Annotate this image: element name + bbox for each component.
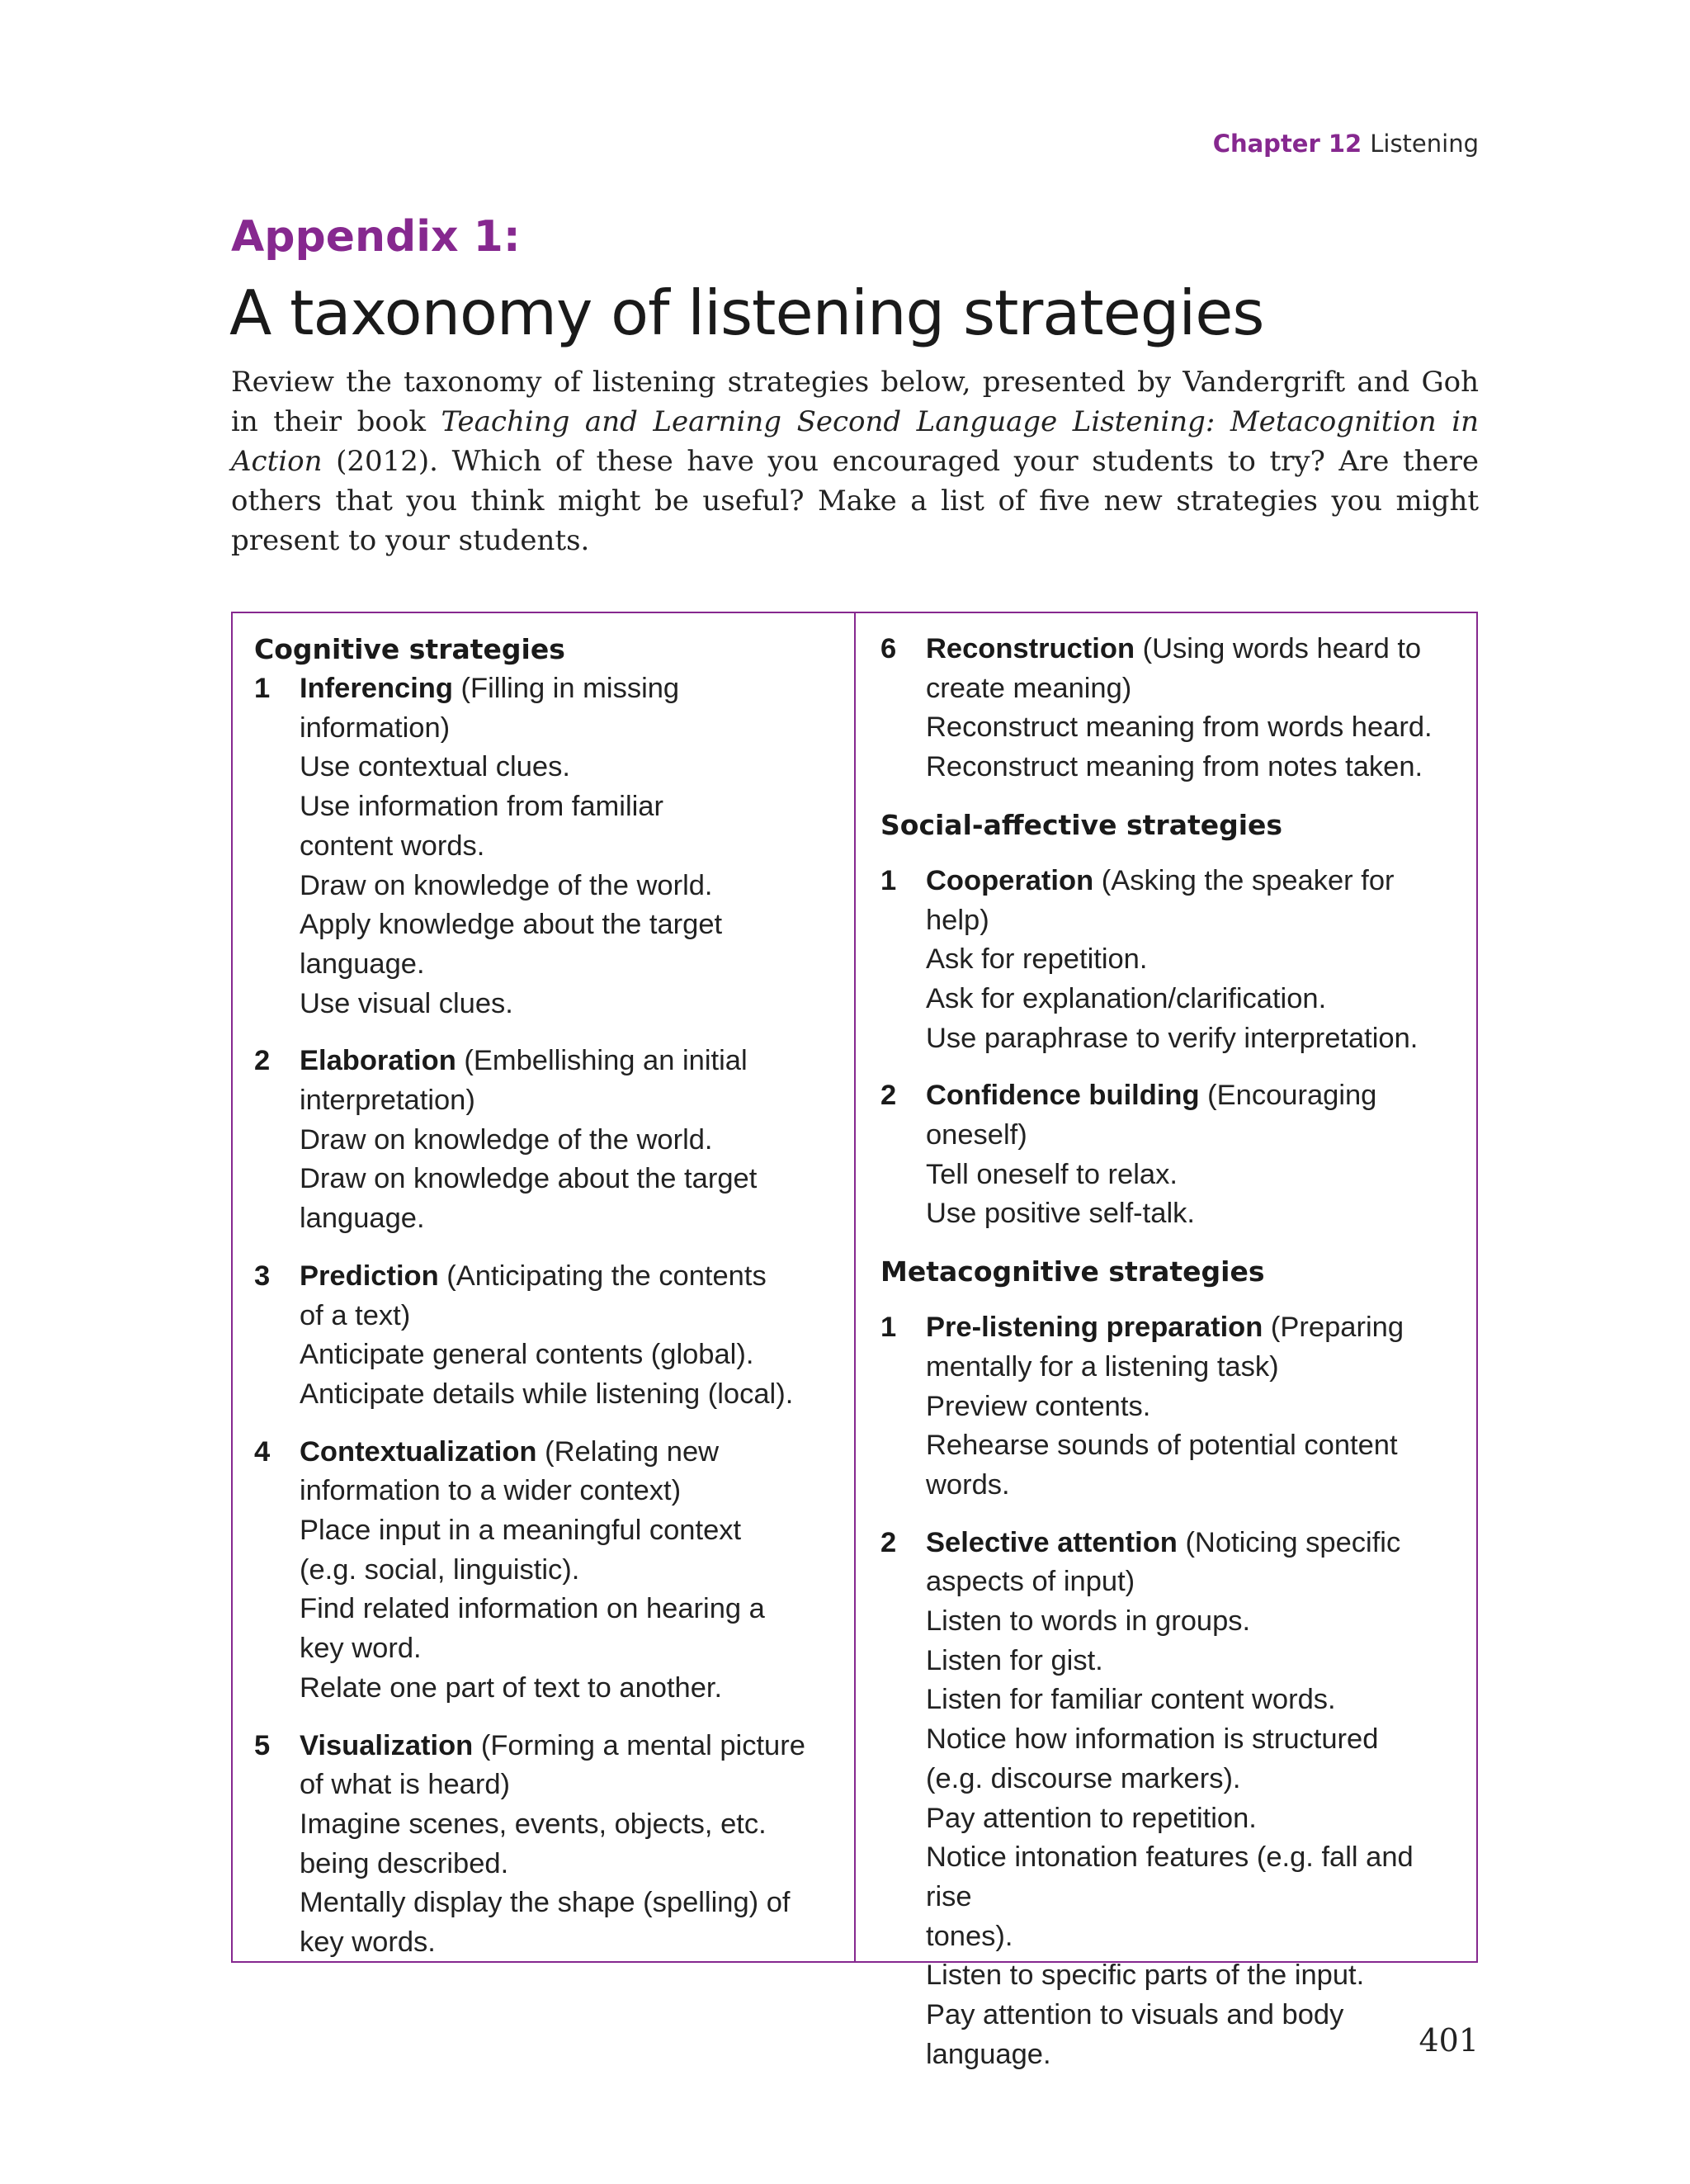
- strategy-title-line: [926, 1308, 1461, 1348]
- strategy-description: (Noticing specific: [1185, 1526, 1401, 1558]
- chapter-title: Listening: [1370, 130, 1479, 158]
- cognitive-heading: Cognitive strategies: [254, 633, 565, 665]
- strategy-detail-line: Tell oneself to relax.: [926, 1158, 1178, 1190]
- intro-text-start: Review the taxonomy of listening strategies below, presented by Vandergrift and Goh in their book: [231, 366, 1479, 438]
- strategy-item: [880, 1076, 1461, 1234]
- strategy-column-left: [233, 613, 856, 1961]
- running-head: [1213, 129, 1479, 158]
- strategy-detail-line: Pay attention to repetition.: [926, 1802, 1257, 1834]
- strategy-name: Selective attention: [926, 1526, 1178, 1558]
- strategy-description: (Anticipating the contents: [446, 1260, 767, 1292]
- strategy-title-line: [926, 630, 1461, 669]
- strategy-detail-line: tones).: [926, 1920, 1013, 1952]
- strategy-detail-line: Reconstruct meaning from words heard.: [926, 711, 1433, 744]
- strategy-description: (Encouraging: [1207, 1080, 1377, 1112]
- strategy-number: 2: [880, 1526, 897, 1558]
- strategy-detail-line: information to a wider context): [300, 1475, 682, 1507]
- strategy-detail-line: Imagine scenes, events, objects, etc.: [300, 1808, 767, 1840]
- strategy-detail-line: Relate one part of text to another.: [300, 1671, 723, 1704]
- metacognitive-heading: Metacognitive strategies: [880, 1255, 1265, 1288]
- strategy-detail-line: Preview contents.: [926, 1390, 1151, 1422]
- strategy-number: 5: [254, 1729, 271, 1761]
- strategy-detail-line: Mentally display the shape (spelling) of: [300, 1887, 791, 1919]
- strategy-number: 2: [880, 1080, 897, 1112]
- strategy-name: Confidence building: [926, 1080, 1200, 1112]
- strategy-name: Contextualization: [300, 1435, 537, 1468]
- strategy-detail-line: (e.g. social, linguistic).: [300, 1553, 580, 1586]
- strategy-detail-line: Draw on knowledge about the target: [300, 1163, 758, 1195]
- strategy-title-line: [926, 1524, 1461, 1563]
- strategy-item: [254, 1257, 838, 1415]
- strategy-number: 1: [880, 864, 897, 896]
- strategy-detail-line: language.: [300, 1203, 425, 1235]
- cognitive-list-continued: [880, 630, 1461, 787]
- strategy-description: (Filling in missing: [460, 673, 680, 704]
- strategy-detail-line: interpretation): [300, 1085, 475, 1117]
- page-number: 401: [1419, 2022, 1479, 2059]
- strategy-name: Reconstruction: [926, 633, 1135, 664]
- strategy-description: (Preparing: [1270, 1312, 1404, 1344]
- strategy-item: [880, 862, 1461, 1059]
- strategy-detail-line: Notice how information is structured: [926, 1723, 1379, 1756]
- strategy-title-line: [300, 1257, 838, 1297]
- strategy-detail-line: Listen for gist.: [926, 1644, 1103, 1676]
- strategy-detail-line: Reconstruct meaning from notes taken.: [926, 751, 1423, 783]
- strategy-title-line: [926, 1076, 1461, 1116]
- strategy-item: [880, 1524, 1461, 2075]
- strategy-detail-line: Rehearse sounds of potential content: [926, 1430, 1398, 1462]
- strategy-detail-line: Find related information on hearing a: [300, 1593, 765, 1625]
- page-title: A taxonomy of listening strategies: [229, 277, 1264, 349]
- strategy-number: 1: [880, 1312, 897, 1344]
- strategy-detail-line: Listen to words in groups.: [926, 1605, 1251, 1638]
- strategy-number: 3: [254, 1260, 271, 1292]
- strategy-detail-line: key words.: [300, 1926, 436, 1959]
- intro-text-end: (2012). Which of these have you encouraged your students to try? Are there others that you think might be useful? Make a list of five new strategies you might present to your students.: [231, 445, 1479, 557]
- strategy-detail-line: words.: [926, 1468, 1010, 1501]
- strategy-detail-line: aspects of input): [926, 1566, 1135, 1598]
- strategy-detail-line: Listen for familiar content words.: [926, 1684, 1336, 1716]
- strategy-description: (Asking the speaker for help): [926, 864, 1395, 936]
- strategy-detail-line: Anticipate general contents (global).: [300, 1339, 754, 1371]
- strategy-detail-line: content words.: [300, 830, 485, 862]
- strategy-name: Elaboration: [300, 1045, 456, 1077]
- strategy-item: [254, 1433, 838, 1709]
- strategy-number: 6: [880, 633, 897, 664]
- strategy-description: (Embellishing an initial: [464, 1045, 748, 1077]
- strategy-detail-line: Use paraphrase to verify interpretation.: [926, 1022, 1419, 1054]
- strategy-name: Cooperation: [926, 864, 1094, 896]
- strategy-item: [880, 1308, 1461, 1506]
- strategy-number: 2: [254, 1045, 271, 1077]
- strategy-detail-line: Notice intonation features (e.g. fall and rise: [926, 1841, 1414, 1912]
- strategy-detail-line: information): [300, 711, 451, 744]
- strategy-title-line: [300, 669, 838, 709]
- strategy-number: 1: [254, 673, 271, 704]
- strategy-detail-line: key word.: [300, 1633, 422, 1665]
- strategy-name: Prediction: [300, 1260, 439, 1292]
- strategy-detail-line: Ask for explanation/clarification.: [926, 982, 1327, 1014]
- strategy-title-line: [926, 862, 1461, 940]
- strategy-item: [254, 1727, 838, 1963]
- strategy-detail-line: Draw on knowledge of the world.: [300, 869, 713, 901]
- strategy-detail-line: Use contextual clues.: [300, 751, 570, 783]
- social-affective-heading: Social-affective strategies: [880, 808, 1283, 841]
- strategy-detail-line: (e.g. discourse markers).: [926, 1762, 1241, 1794]
- strategy-detail-line: Apply knowledge about the target: [300, 909, 723, 941]
- strategy-detail-line: Draw on knowledge of the world.: [300, 1123, 713, 1156]
- strategy-detail-line: mentally for a listening task): [926, 1350, 1279, 1383]
- strategy-name: Inferencing: [300, 673, 453, 704]
- strategy-detail-line: Pay attention to visuals and body language.: [926, 1999, 1344, 2070]
- strategy-detail-line: Use information from familiar: [300, 791, 663, 823]
- strategy-detail-line: of a text): [300, 1299, 411, 1331]
- appendix-label: Appendix 1:: [231, 212, 521, 262]
- strategy-detail-line: of what is heard): [300, 1769, 511, 1801]
- strategy-title-line: [300, 1433, 838, 1473]
- strategy-name: Visualization: [300, 1729, 474, 1761]
- intro-paragraph: [231, 362, 1479, 560]
- social-affective-list: [880, 862, 1461, 1234]
- strategy-name: Pre-listening preparation: [926, 1312, 1263, 1344]
- strategy-title-line: [300, 1042, 838, 1081]
- strategy-detail-line: Place input in a meaningful context: [300, 1515, 742, 1547]
- strategy-description: (Using words heard to: [1142, 633, 1422, 664]
- strategy-item: [880, 630, 1461, 787]
- chapter-label: Chapter 12: [1212, 130, 1362, 158]
- strategy-item: [254, 1042, 838, 1239]
- strategy-detail-line: Anticipate details while listening (local).: [300, 1378, 794, 1410]
- strategy-detail-line: language.: [300, 948, 425, 980]
- strategy-detail-line: Use visual clues.: [300, 987, 513, 1019]
- strategy-detail-line: Use positive self-talk.: [926, 1198, 1195, 1230]
- strategy-item: [254, 669, 838, 1023]
- strategy-detail-line: create meaning): [926, 672, 1132, 704]
- metacognitive-list: [880, 1308, 1461, 2074]
- strategy-detail-line: oneself): [926, 1119, 1027, 1151]
- strategy-number: 4: [254, 1435, 271, 1468]
- strategy-description: (Relating new: [545, 1435, 720, 1468]
- cognitive-list: [254, 669, 838, 1963]
- strategy-detail-line: Listen to specific parts of the input.: [926, 1959, 1365, 1992]
- strategy-detail-line: being described.: [300, 1847, 509, 1879]
- book-title: Teaching and Learning Second Language Listening: Metacognition in Action: [231, 405, 1480, 478]
- strategy-detail-line: Ask for repetition.: [926, 943, 1148, 976]
- strategy-title-line: [300, 1727, 838, 1766]
- strategy-description: (Forming a mental picture: [480, 1729, 805, 1761]
